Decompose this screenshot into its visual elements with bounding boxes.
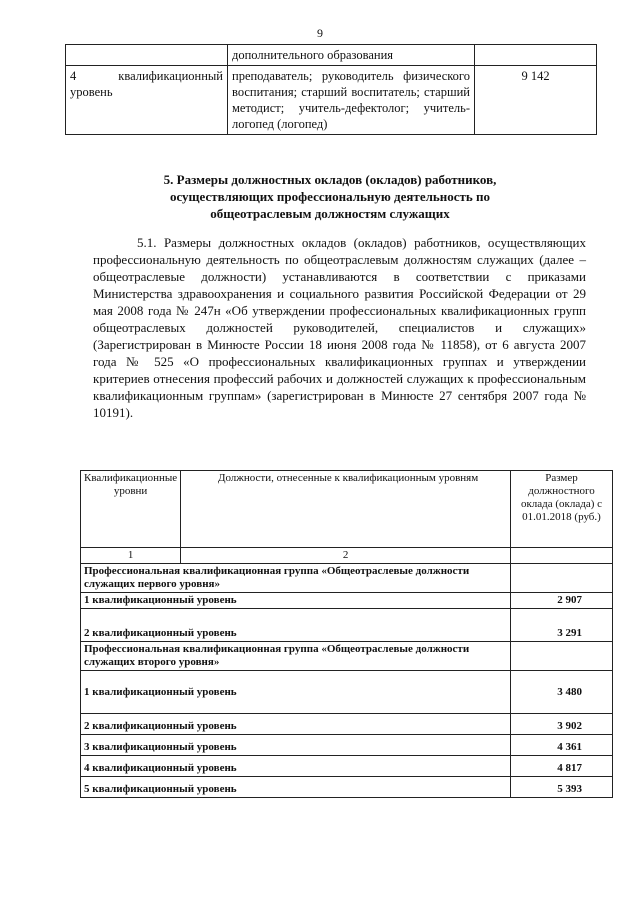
- level-salary: 4 817: [511, 756, 613, 777]
- level-label: 5 квалификационный уровень: [81, 777, 511, 798]
- table-row: [81, 671, 613, 714]
- level-salary: 3 480: [511, 671, 613, 714]
- level-label: 2 квалификационный уровень: [81, 609, 511, 642]
- group-row: [81, 564, 613, 593]
- table-row: [66, 45, 597, 66]
- table-row: [81, 609, 613, 642]
- top-table: [65, 44, 597, 135]
- level-salary: 3 902: [511, 714, 613, 735]
- table-row: [81, 756, 613, 777]
- section-title-line: осуществляющих профессиональную деятельность по: [169, 189, 491, 204]
- section-title-line: 5. Размеры должностных окладов (окладов) работников,: [163, 172, 497, 187]
- table-row: [81, 777, 613, 798]
- level-salary: 4 361: [511, 735, 613, 756]
- level-salary: 2 907: [511, 593, 613, 609]
- header-positions: Должности, отнесенные к квалификационным уровням: [181, 471, 511, 548]
- page-number: 9: [317, 26, 323, 40]
- table-row: [66, 66, 597, 135]
- level-salary: 5 393: [511, 777, 613, 798]
- group-row: [81, 642, 613, 671]
- numbering-cell: 1: [81, 548, 181, 564]
- table-row: [81, 735, 613, 756]
- group-title: Профессиональная квалификационная группа «Общеотраслевые должности служащих первого уровня»: [81, 564, 511, 593]
- level-cell: 4 квалификационный уровень: [66, 66, 228, 135]
- table-cell: [511, 564, 613, 593]
- section-paragraph: 5.1. Размеры должностных окладов (окладов) работников, осуществляющих профессиональную деятельность по общеотраслевым должностям служащих (далее – общеотраслевые должности) устанавливаются в соответствии с приказами Министерства здравоохранения и социального развития Российской Федерации от 29 мая 2008 года № 247н «Об утверждении профессиональных квалификационных групп общеотраслевых должностей руководителей, специалистов и служащих» (Зарегистрирован в Минюсте России 18 июня 2008 года № 11858), от 6 августа 2007 года № 525 «О профессиональных квалификационных группах и утверждении критериев отнесения профессий рабочих и должностей служащих к профессиональным квалификационным группам» (зарегистрирован в Минюсте 27 сентября 2007 года № 10191).: [93, 235, 586, 420]
- table-cell: [66, 45, 228, 66]
- table-row: [81, 593, 613, 609]
- salary-cell: 9 142: [475, 66, 597, 135]
- numbering-cell: 2: [181, 548, 511, 564]
- positions-cell: преподаватель; руководитель физического воспитания; старший воспитатель; старший методист; учитель-дефектолог; учитель-логопед (логопед): [228, 66, 475, 135]
- numbering-row: [81, 548, 613, 564]
- header-levels: Квалификационные уровни: [81, 471, 181, 548]
- level-salary: 3 291: [511, 609, 613, 642]
- table-cell: [511, 642, 613, 671]
- header-salary: Размер должностного оклада (оклада) с 01.01.2018 (руб.): [511, 471, 613, 548]
- level-label: 1 квалификационный уровень: [81, 593, 511, 609]
- table-header-row: [81, 471, 613, 548]
- level-label: 3 квалификационный уровень: [81, 735, 511, 756]
- salary-table: [80, 470, 613, 798]
- table-row: [81, 714, 613, 735]
- level-label: 4 квалификационный уровень: [81, 756, 511, 777]
- section-title-line: общеотраслевым должностям служащих: [210, 206, 450, 221]
- numbering-cell: [511, 548, 613, 564]
- group-title: Профессиональная квалификационная группа «Общеотраслевые должности служащих второго уровня»: [81, 642, 511, 671]
- table-cell: [475, 45, 597, 66]
- level-label: 2 квалификационный уровень: [81, 714, 511, 735]
- level-label: 1 квалификационный уровень: [81, 671, 511, 714]
- table-cell: дополнительного образования: [228, 45, 475, 66]
- section-title: [80, 171, 580, 222]
